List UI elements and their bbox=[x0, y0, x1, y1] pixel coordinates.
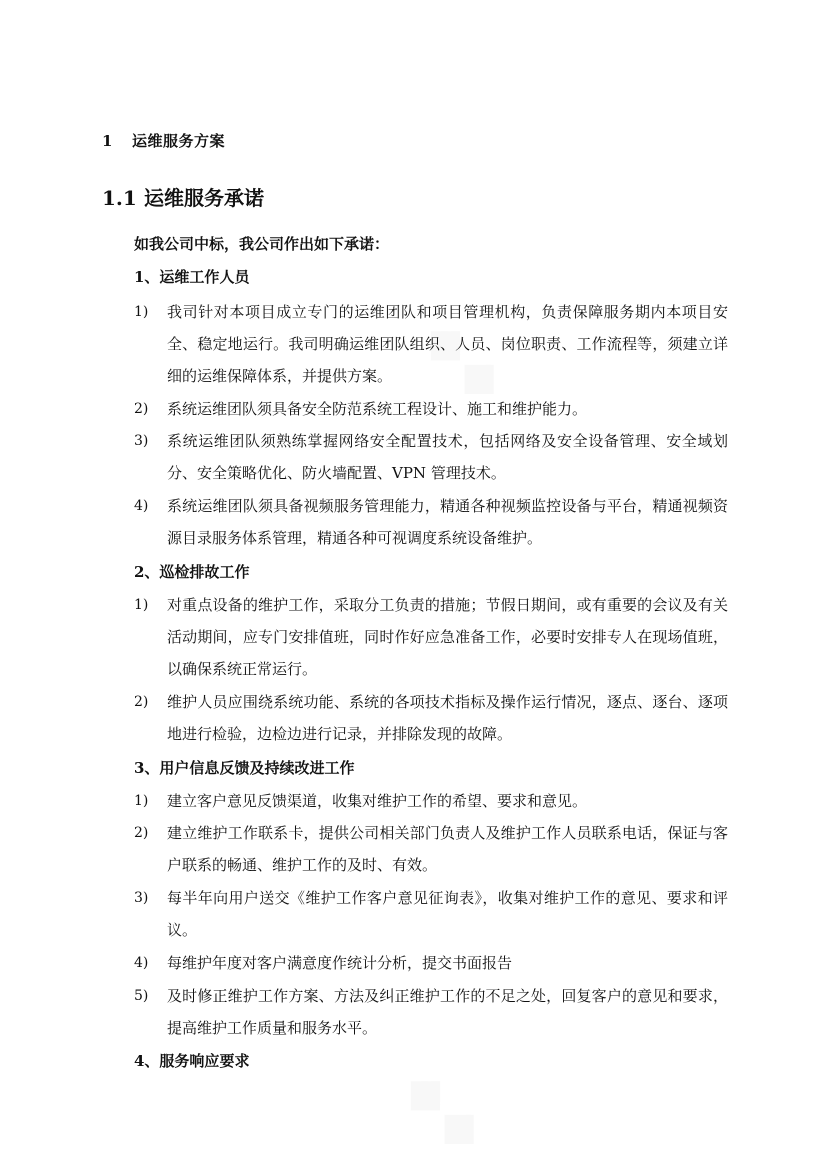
list-item bbox=[134, 817, 728, 881]
list-item bbox=[134, 425, 728, 489]
heading-2-title: 运维服务承诺 bbox=[144, 186, 264, 210]
list-item-text: 系统运维团队须熟练掌握网络安全配置技术，包括网络及安全设备管理、安全域划分、安全策略优化、防火墙配置、VPN 管理技术。 bbox=[167, 432, 728, 482]
list-item-number: 3) bbox=[134, 890, 149, 906]
list-item-text: 及时修正维护工作方案、方法及纠正维护工作的不足之处，回复客户的意见和要求，提高维护工作质量和服务水平。 bbox=[167, 987, 728, 1037]
heading-2-number: 1.1 bbox=[102, 186, 137, 210]
list-item-text: 系统运维团队须具备视频服务管理能力，精通各种视频监控设备与平台，精通视频资源目录服务体系管理，精通各种可视调度系统设备维护。 bbox=[167, 497, 728, 547]
list-item bbox=[134, 296, 728, 392]
list-item-number: 1) bbox=[134, 597, 149, 613]
list-item-number: 2) bbox=[134, 401, 149, 417]
list-item-text: 维护人员应围绕系统功能、系统的各项技术指标及操作运行情况，逐点、逐台、逐项地进行检验，边检边进行记录，并排除发现的故障。 bbox=[167, 693, 728, 743]
watermark: ◆◆ bbox=[391, 1055, 504, 1168]
list-item-text: 每维护年度对客户满意度作统计分析，提交书面报告 bbox=[167, 954, 513, 972]
list-item-text: 我司针对本项目成立专门的运维团队和项目管理机构，负责保障服务期内本项目安全、稳定地运行。我司明确运维团队组织、人员、岗位职责、工作流程等，须建立详细的运维保障体系，并提供方案。 bbox=[167, 303, 728, 385]
list-item-number: 4) bbox=[134, 498, 149, 514]
list-item-text: 建立客户意见反馈渠道，收集对维护工作的希望、要求和意见。 bbox=[167, 792, 588, 810]
watermark: ◆◆ bbox=[411, 305, 524, 418]
list-item-number: 3) bbox=[134, 433, 149, 449]
section-title: 3、用户信息反馈及持续改进工作 bbox=[134, 759, 355, 777]
list-item-number: 2) bbox=[134, 825, 149, 841]
list-item-text: 每半年向用户送交《维护工作客户意见征询表》，收集对维护工作的意见、要求和评议。 bbox=[167, 889, 728, 939]
list-item-text: 对重点设备的维护工作，采取分工负责的措施；节假日期间，或有重要的会议及有关活动期间，应专门安排值班，同时作好应急准备工作，必要时安排专人在现场值班，以确保系统正常运行。 bbox=[167, 596, 728, 678]
list-item bbox=[134, 589, 728, 685]
list-item-number: 1) bbox=[134, 793, 149, 809]
list-item bbox=[134, 686, 728, 750]
heading-1-title: 运维服务方案 bbox=[132, 132, 226, 150]
heading-level-1 bbox=[102, 130, 225, 151]
section-title: 2、巡检排故工作 bbox=[134, 563, 250, 581]
intro-statement: 如我公司中标，我公司作出如下承诺： bbox=[134, 235, 390, 253]
list-item-number: 4) bbox=[134, 955, 149, 971]
list-item bbox=[134, 785, 728, 817]
list-item-number: 1) bbox=[134, 304, 149, 320]
list-item bbox=[134, 980, 728, 1044]
list-item bbox=[134, 490, 728, 554]
list-item-number: 2) bbox=[134, 694, 149, 710]
list-item bbox=[134, 882, 728, 946]
heading-level-2 bbox=[102, 182, 264, 211]
list-item bbox=[134, 947, 728, 979]
list-item-text: 系统运维团队须具备安全防范系统工程设计、施工和维护能力。 bbox=[167, 400, 588, 418]
list-item bbox=[134, 393, 728, 425]
section-title: 1、运维工作人员 bbox=[134, 268, 250, 286]
heading-1-number: 1 bbox=[102, 132, 113, 150]
list-item-number: 5) bbox=[134, 988, 149, 1004]
section-title: 4、服务响应要求 bbox=[134, 1052, 250, 1070]
list-item-text: 建立维护工作联系卡，提供公司相关部门负责人及维护工作人员联系电话，保证与客户联系的畅通、维护工作的及时、有效。 bbox=[167, 824, 728, 874]
